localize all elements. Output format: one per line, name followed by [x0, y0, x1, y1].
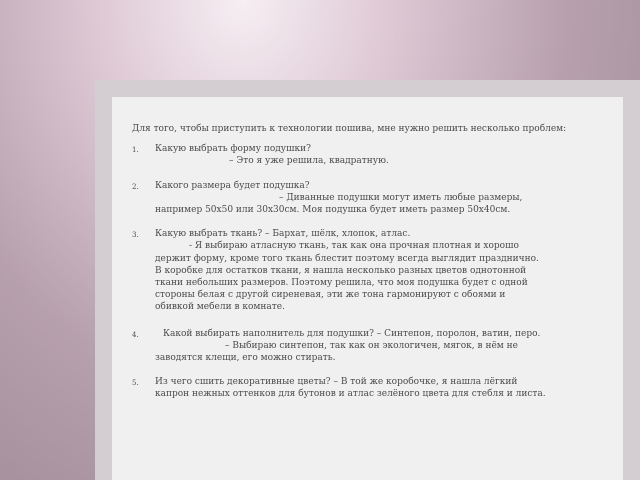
item-answer: капрон нежных оттенков для бутонов и атлас зелёного цвета для стебля и листа. [155, 389, 546, 400]
problem-list [132, 143, 609, 400]
item-question: Какой выбирать наполнитель для подушки? – Синтепон, поролон, ватин, перо. [163, 328, 541, 339]
item-number: 5. [132, 379, 139, 388]
list-item [132, 328, 609, 365]
item-answer: держит форму, кроме того ткань блестит поэтому всегда выглядит празднично. [155, 253, 539, 264]
list-item [132, 143, 609, 167]
item-answer: заводятся клещи, его можно стирать. [155, 353, 336, 364]
item-number: 4. [132, 330, 139, 339]
text-panel [112, 97, 623, 480]
item-question: Из чего сшить декоративные цветы? – В той же коробочке, я нашла лёгкий [155, 377, 518, 388]
list-item [132, 228, 609, 313]
item-answer: – Диванные подушки могут иметь любые размеры, [279, 192, 523, 203]
item-answer: - Я выбираю атласную ткань, так как она прочная плотная и хорошо [189, 241, 519, 252]
item-answer: – Это я уже решила, квадратную. [229, 156, 389, 167]
item-answer: например 50х50 или 30х30см. Моя подушка будет иметь размер 50х40см. [155, 205, 511, 216]
item-number: 3. [132, 231, 139, 240]
item-answer: ткани небольших размеров. Поэтому решила, что моя подушка будет с одной [155, 278, 528, 289]
intro-text: Для того, чтобы приступить к технологии пошива, мне нужно решить несколько проблем: [132, 124, 567, 134]
list-item [132, 376, 609, 400]
list-item [132, 180, 609, 217]
item-answer: – Выбираю синтепон, так как он экологичен, мягок, в нём не [225, 340, 518, 351]
item-answer: стороны белая с другой сиреневая, эти же тона гармонируют с обоями и [155, 290, 506, 301]
item-question: Какую выбрать форму подушки? [155, 144, 311, 155]
item-question: Какого размера будет подушка? [155, 180, 310, 191]
item-number: 2. [132, 182, 139, 191]
item-answer: В коробке для остатков ткани, я нашла несколько разных цветов однотонной [155, 265, 527, 276]
item-question: Какую выбрать ткань? – Бархат, шёлк, хлопок, атлас. [155, 229, 411, 240]
item-answer: обивкой мебели в комнате. [155, 302, 285, 313]
item-number: 1. [132, 146, 139, 155]
